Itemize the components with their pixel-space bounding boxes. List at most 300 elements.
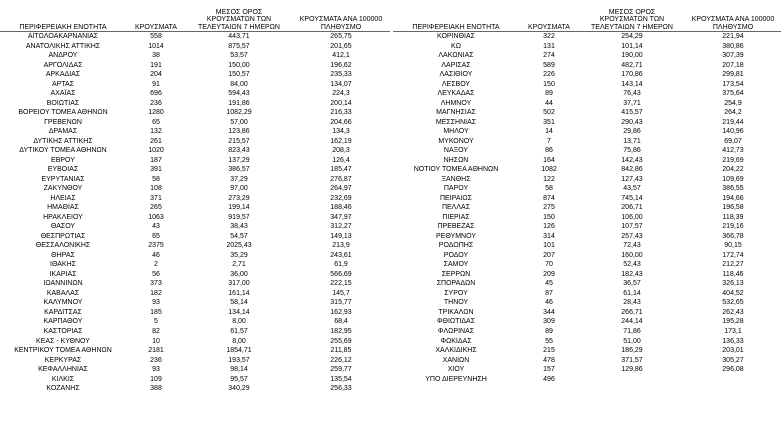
table-row (0, 32, 390, 42)
avg-cell: 150,57 (228, 71, 250, 79)
cases-cell: 314 (543, 232, 555, 240)
per100k-cell: 140,96 (722, 128, 744, 136)
per100k-cell: 118,46 (722, 270, 744, 278)
cases-cell: 274 (543, 52, 555, 60)
table-row (0, 80, 390, 90)
cases-cell: 93 (152, 299, 160, 307)
table-row (393, 241, 781, 251)
region-cell: ΘΑΣΟΥ (50, 223, 76, 231)
header-avg-line1: ΜΕΣΟΣ ΟΡΟΣ (215, 8, 263, 16)
cases-cell: 10 (152, 337, 160, 345)
per100k-cell: 162,93 (330, 308, 352, 316)
per100k-cell: 347,97 (330, 213, 352, 221)
avg-cell: 57,00 (230, 118, 248, 126)
avg-cell: 191,86 (228, 99, 250, 107)
cases-cell: 309 (543, 318, 555, 326)
region-cell: ΙΩΑΝΝΙΝΩΝ (43, 280, 83, 288)
avg-cell: 745,14 (621, 194, 643, 202)
cases-cell: 150 (543, 213, 555, 221)
per100k-cell: 134,07 (330, 80, 352, 88)
avg-cell: 61,14 (623, 289, 641, 297)
cases-cell: 86 (545, 147, 553, 155)
header-per100k (292, 16, 390, 31)
table-row (0, 251, 390, 261)
cases-cell: 38 (152, 52, 160, 60)
cases-cell: 82 (152, 327, 160, 335)
table-row (393, 251, 781, 261)
region-cell: ΣΕΡΡΩΝ (441, 270, 471, 278)
cases-cell: 101 (543, 242, 555, 250)
cases-cell: 589 (543, 61, 555, 69)
per100k-cell: 222,15 (330, 280, 352, 288)
region-cell: ΔΥΤΙΚΟΥ ΤΟΜΕΑ ΑΘΗΝΩΝ (19, 147, 107, 155)
region-cell: ΚΕΡΚΥΡΑΣ (44, 356, 82, 364)
avg-cell: 443,71 (228, 33, 250, 40)
table-row (393, 375, 781, 385)
cases-cell: 87 (545, 289, 553, 297)
table-row (0, 232, 390, 242)
table-row (393, 42, 781, 52)
avg-cell: 340,29 (228, 385, 250, 393)
cases-cell: 1020 (148, 147, 164, 155)
avg-cell: 266,71 (621, 308, 643, 316)
cases-cell: 344 (543, 308, 555, 316)
table-row (393, 346, 781, 356)
table-row (393, 184, 781, 194)
avg-cell: 317,00 (228, 280, 250, 288)
cases-cell: 5 (154, 318, 158, 326)
region-cell: ΠΡΕΒΕΖΑΣ (437, 223, 475, 231)
cases-cell: 109 (150, 375, 162, 383)
cases-cell: 209 (543, 270, 555, 278)
per100k-cell: 134,3 (332, 128, 350, 136)
per100k-cell: 182,95 (330, 327, 352, 335)
cases-cell: 373 (150, 280, 162, 288)
avg-cell: 101,14 (621, 42, 643, 50)
cases-cell: 164 (543, 156, 555, 164)
cases-cell: 502 (543, 109, 555, 117)
per100k-cell: 299,81 (722, 71, 744, 79)
avg-cell: 2025,43 (226, 242, 252, 250)
region-cell: ΧΑΝΙΩΝ (442, 356, 470, 364)
avg-cell: 29,86 (623, 128, 641, 136)
region-cell: ΧΙΟΥ (447, 366, 465, 374)
per100k-cell: 195,28 (722, 318, 744, 326)
region-cell: ΜΥΚΟΝΟΥ (438, 137, 474, 145)
region-cell: ΚΕΦΑΛΛΗΝΙΑΣ (38, 366, 88, 374)
region-cell: ΛΕΥΚΑΔΑΣ (437, 90, 475, 98)
cases-cell: 187 (150, 156, 162, 164)
region-cell: ΑΝΔΡΟΥ (48, 52, 78, 60)
left-table-header (0, 0, 390, 32)
avg-cell: 182,43 (621, 270, 643, 278)
right-table-body (393, 32, 781, 384)
table-row (393, 222, 781, 232)
cases-cell: 236 (150, 356, 162, 364)
region-cell: ΖΑΚΥΝΘΟΥ (43, 185, 83, 193)
region-cell: ΜΕΣΣΗΝΙΑΣ (435, 118, 477, 126)
per100k-cell: 149,13 (330, 232, 352, 240)
per100k-cell: 204,66 (330, 118, 352, 126)
per100k-cell: 196,58 (722, 204, 744, 212)
table-row (0, 108, 390, 118)
cases-cell: 131 (543, 42, 555, 50)
region-cell: ΜΑΓΝΗΣΙΑΣ (436, 109, 476, 117)
cases-cell: 43 (152, 223, 160, 231)
avg-cell: 206,71 (621, 204, 643, 212)
avg-cell: 371,57 (621, 356, 643, 364)
per100k-cell: 204,22 (722, 166, 744, 174)
region-cell: ΑΙΤΩΛΟΑΚΑΡΝΑΝΙΑΣ (27, 33, 99, 40)
region-cell: ΛΑΡΙΣΑΣ (441, 61, 471, 69)
table-row (0, 61, 390, 71)
avg-cell: 199,14 (228, 204, 250, 212)
per100k-cell: 61,9 (334, 261, 348, 269)
avg-cell: 1082,29 (226, 109, 252, 117)
region-cell: ΑΝΑΤΟΛΙΚΗΣ ΑΤΤΙΚΗΣ (25, 42, 101, 50)
avg-cell: 36,00 (230, 270, 248, 278)
per100k-cell: 173,54 (722, 80, 744, 88)
header-region: ΠΕΡΙΦΕΡΕΙΑΚΗ ΕΝΟΤΗΤΑ (19, 23, 107, 31)
cases-cell: 44 (545, 99, 553, 107)
avg-cell: 875,57 (228, 42, 250, 50)
table-row (393, 156, 781, 166)
region-cell: ΡΟΔΟΥ (443, 251, 469, 259)
per100k-cell: 256,33 (330, 385, 352, 393)
table-row (0, 51, 390, 61)
table-row (0, 194, 390, 204)
avg-cell: 54,57 (230, 232, 248, 240)
table-row (0, 222, 390, 232)
region-cell: ΛΑΚΩΝΙΑΣ (438, 52, 474, 60)
avg-cell: 823,43 (228, 147, 250, 155)
per100k-cell: 243,61 (330, 251, 352, 259)
avg-cell: 37,29 (230, 175, 248, 183)
avg-cell: 186,29 (621, 347, 643, 355)
region-cell: ΔΡΑΜΑΣ (48, 128, 78, 136)
avg-cell: 127,43 (621, 175, 643, 183)
region-cell: ΡΕΘΥΜΝΟΥ (435, 232, 476, 240)
cases-cell: 58 (152, 175, 160, 183)
header-avg-line3: ΤΕΛΕΥΤΑΙΩΝ 7 ΗΜΕΡΩΝ (591, 23, 673, 31)
avg-cell: 143,14 (621, 80, 643, 88)
table-row (393, 213, 781, 223)
region-cell: ΦΘΙΩΤΙΔΑΣ (436, 318, 476, 326)
region-cell: ΚΟΡΙΝΘΙΑΣ (437, 33, 475, 40)
region-cell: ΕΥΡΥΤΑΝΙΑΣ (41, 175, 85, 183)
avg-cell: 13,71 (623, 137, 641, 145)
table-row (393, 70, 781, 80)
table-row (393, 203, 781, 213)
per100k-cell: 135,54 (330, 375, 352, 383)
per100k-cell: 386,55 (722, 185, 744, 193)
header-avg (186, 9, 292, 32)
region-cell: ΣΥΡΟΥ (444, 289, 468, 297)
cases-cell: 874 (543, 194, 555, 202)
table-row (393, 108, 781, 118)
cases-cell: 45 (545, 280, 553, 288)
header-avg (579, 9, 685, 32)
cases-cell: 265 (150, 204, 162, 212)
per100k-cell: 566,69 (330, 270, 352, 278)
avg-cell: 482,71 (621, 61, 643, 69)
per100k-cell: 201,65 (330, 42, 352, 50)
region-cell: ΞΑΝΘΗΣ (441, 175, 471, 183)
per100k-cell: 264,2 (724, 109, 742, 117)
table-row (393, 89, 781, 99)
per100k-cell: 366,78 (722, 232, 744, 240)
cases-cell: 2375 (148, 242, 164, 250)
header-avg-line2: ΚΡΟΥΣΜΑΤΩΝ ΤΩΝ (599, 16, 665, 23)
avg-cell: 51,00 (623, 337, 641, 345)
region-cell: ΠΑΡΟΥ (443, 185, 469, 193)
table-row (0, 337, 390, 347)
region-cell: ΑΡΓΟΛΙΔΑΣ (43, 61, 83, 69)
avg-cell: 129,86 (621, 366, 643, 374)
table-row (393, 279, 781, 289)
per100k-cell: 264,97 (330, 185, 352, 193)
per100k-cell: 194,66 (722, 194, 744, 202)
avg-cell: 75,86 (623, 147, 641, 155)
per100k-cell: 255,69 (330, 337, 352, 345)
region-cell: ΙΘΑΚΗΣ (50, 261, 76, 269)
per100k-cell: 221,94 (722, 33, 744, 40)
avg-cell: 134,14 (228, 308, 250, 316)
region-cell: ΚΑΛΥΜΝΟΥ (43, 299, 83, 307)
table-row (393, 298, 781, 308)
avg-cell: 8,00 (232, 318, 246, 326)
table-row (0, 127, 390, 137)
region-cell: ΘΕΣΠΡΩΤΙΑΣ (40, 232, 86, 240)
table-row (393, 260, 781, 270)
cases-cell: 275 (543, 204, 555, 212)
cases-cell: 14 (545, 128, 553, 136)
table-row (393, 51, 781, 61)
table-row (0, 118, 390, 128)
region-cell: ΗΜΑΘΙΑΣ (47, 204, 79, 212)
avg-cell: 386,57 (228, 166, 250, 174)
region-cell: ΛΑΣΙΘΙΟΥ (439, 71, 473, 79)
cases-cell: 70 (545, 261, 553, 269)
region-cell: ΚΩ (451, 42, 461, 50)
header-cases: ΚΡΟΥΣΜΑΤΑ (135, 23, 177, 31)
header-per100k-line1: ΚΡΟΥΣΜΑΤΑ ΑΝΑ 100000 (299, 16, 383, 23)
per100k-cell: 208,3 (332, 147, 350, 155)
header-avg-line1: ΜΕΣΟΣ ΟΡΟΣ (608, 8, 656, 16)
avg-cell: 107,57 (621, 223, 643, 231)
region-cell: ΝΑΞΟΥ (443, 147, 469, 155)
table-row (393, 270, 781, 280)
cases-cell: 182 (150, 289, 162, 297)
region-cell: ΡΟΔΟΠΗΣ (438, 242, 474, 250)
cases-cell: 371 (150, 194, 162, 202)
table-row (393, 337, 781, 347)
avg-cell: 290,43 (621, 118, 643, 126)
avg-cell: 1854,71 (226, 347, 252, 355)
cases-cell: 46 (545, 299, 553, 307)
avg-cell: 76,43 (623, 90, 641, 98)
avg-cell: 123,86 (228, 128, 250, 136)
avg-cell: 415,57 (621, 109, 643, 117)
avg-cell: 97,00 (230, 185, 248, 193)
table-row (0, 165, 390, 175)
left-table (0, 0, 390, 394)
per100k-cell: 312,27 (330, 223, 352, 231)
region-cell: ΚΙΛΚΙΣ (51, 375, 75, 383)
avg-cell: 71,86 (623, 327, 641, 335)
region-cell: ΣΑΜΟΥ (443, 261, 469, 269)
avg-cell: 193,57 (228, 356, 250, 364)
per100k-cell: 173,1 (724, 327, 742, 335)
region-cell: ΝΗΣΩΝ (443, 156, 469, 164)
table-row (0, 241, 390, 251)
avg-cell: 35,29 (230, 251, 248, 259)
table-row (0, 213, 390, 223)
header-per100k-line2: ΠΛΗΘΥΣΜΟ (712, 23, 754, 31)
cases-cell: 236 (150, 99, 162, 107)
region-cell: ΚΑΒΑΛΑΣ (46, 289, 80, 297)
table-row (393, 137, 781, 147)
header-per100k (685, 16, 781, 31)
table-row (0, 308, 390, 318)
cases-cell: 65 (152, 118, 160, 126)
cases-cell: 351 (543, 118, 555, 126)
region-cell: ΚΑΡΔΙΤΣΑΣ (44, 308, 82, 316)
cases-cell: 696 (150, 90, 162, 98)
cases-cell: 207 (543, 251, 555, 259)
per100k-cell: 136,33 (722, 337, 744, 345)
region-cell: ΛΗΜΝΟΥ (440, 99, 472, 107)
cases-cell: 126 (543, 223, 555, 231)
per100k-cell: 296,08 (722, 366, 744, 374)
per100k-cell: 305,27 (722, 356, 744, 364)
cases-cell: 93 (152, 366, 160, 374)
avg-cell: 98,14 (230, 366, 248, 374)
table-row (0, 298, 390, 308)
header-cases: ΚΡΟΥΣΜΑΤΑ (528, 23, 570, 31)
table-row (0, 70, 390, 80)
per100k-cell: 276,87 (330, 175, 352, 183)
cases-cell: 185 (150, 308, 162, 316)
region-cell: ΤΡΙΚΑΛΩΝ (438, 308, 474, 316)
per100k-cell: 203,01 (722, 347, 744, 355)
cases-cell: 1014 (148, 42, 164, 50)
table-row (0, 365, 390, 375)
table-row (0, 99, 390, 109)
region-cell: ΕΒΡΟΥ (51, 156, 75, 164)
table-row (393, 356, 781, 366)
per100k-cell: 307,39 (722, 52, 744, 60)
cases-cell: 65 (152, 232, 160, 240)
cases-cell: 89 (545, 90, 553, 98)
cases-cell: 7 (547, 137, 551, 145)
cases-cell: 261 (150, 137, 162, 145)
avg-cell: 37,71 (623, 99, 641, 107)
per100k-cell: 404,52 (722, 289, 744, 297)
cases-cell: 388 (150, 385, 162, 393)
avg-cell: 257,43 (621, 232, 643, 240)
per100k-cell: 126,4 (332, 156, 350, 164)
cases-cell: 322 (543, 33, 555, 40)
avg-cell: 150,00 (228, 61, 250, 69)
table-row (393, 127, 781, 137)
avg-cell: 842,86 (621, 166, 643, 174)
per100k-cell: 196,62 (330, 61, 352, 69)
per100k-cell: 109,69 (722, 175, 744, 183)
cases-cell: 91 (152, 80, 160, 88)
per100k-cell: 235,33 (330, 71, 352, 79)
avg-cell: 137,29 (228, 156, 250, 164)
cases-cell: 150 (543, 80, 555, 88)
avg-cell: 43,57 (623, 185, 641, 193)
avg-cell: 919,57 (228, 213, 250, 221)
cases-cell: 89 (545, 327, 553, 335)
table-row (0, 384, 390, 394)
avg-cell: 8,00 (232, 337, 246, 345)
region-cell: ΗΛΕΙΑΣ (50, 194, 76, 202)
per100k-cell: 216,33 (330, 109, 352, 117)
avg-cell: 28,43 (623, 299, 641, 307)
table-row (393, 327, 781, 337)
region-cell: ΛΕΣΒΟΥ (441, 80, 471, 88)
per100k-cell: 219,44 (722, 118, 744, 126)
per100k-cell: 118,39 (722, 213, 744, 221)
cases-cell: 122 (543, 175, 555, 183)
per100k-cell: 145,7 (332, 289, 350, 297)
per100k-cell: 532,65 (722, 299, 744, 307)
region-cell: ΘΗΡΑΣ (51, 251, 75, 259)
avg-cell: 594,43 (228, 90, 250, 98)
table-row (393, 32, 781, 42)
per100k-cell: 212,27 (722, 261, 744, 269)
region-cell: ΦΩΚΙΔΑΣ (440, 337, 472, 345)
header-avg-line2: ΚΡΟΥΣΜΑΤΩΝ ΤΩΝ (206, 16, 272, 23)
per100k-cell: 185,47 (330, 166, 352, 174)
per100k-cell: 162,19 (330, 137, 352, 145)
region-cell: ΚΕΝΤΡΙΚΟΥ ΤΟΜΕΑ ΑΘΗΝΩΝ (14, 347, 112, 355)
cases-cell: 46 (152, 251, 160, 259)
avg-cell: 61,57 (230, 327, 248, 335)
region-cell: ΓΡΕΒΕΝΩΝ (44, 118, 82, 126)
avg-cell: 142,43 (621, 156, 643, 164)
avg-cell: 170,86 (621, 71, 643, 79)
per100k-cell: 380,86 (722, 42, 744, 50)
region-cell: ΒΟΡΕΙΟΥ ΤΟΜΕΑ ΑΘΗΝΩΝ (18, 109, 108, 117)
cases-cell: 56 (152, 270, 160, 278)
region-cell: ΚΕΑΣ - ΚΥΘΝΟΥ (36, 337, 90, 345)
avg-cell: 190,00 (621, 52, 643, 60)
header-region: ΠΕΡΙΦΕΡΕΙΑΚΗ ΕΝΟΤΗΤΑ (412, 23, 500, 31)
table-row (393, 165, 781, 175)
per100k-cell: 219,16 (722, 223, 744, 231)
per100k-cell: 200,14 (330, 99, 352, 107)
region-cell: ΚΟΖΑΝΗΣ (46, 385, 80, 393)
table-row (393, 99, 781, 109)
per100k-cell: 172,74 (722, 251, 744, 259)
region-cell: ΑΡΤΑΣ (51, 80, 75, 88)
cases-cell: 558 (150, 33, 162, 40)
table-row (0, 42, 390, 52)
per100k-cell: 265,75 (330, 33, 352, 40)
per100k-cell: 315,77 (330, 299, 352, 307)
table-row (393, 118, 781, 128)
cases-cell: 1063 (148, 213, 164, 221)
cases-cell: 55 (545, 337, 553, 345)
cases-cell: 1082 (541, 166, 557, 174)
per100k-cell: 219,69 (722, 156, 744, 164)
table-row (0, 375, 390, 385)
region-cell: ΔΥΤΙΚΗΣ ΑΤΤΙΚΗΣ (33, 137, 93, 145)
